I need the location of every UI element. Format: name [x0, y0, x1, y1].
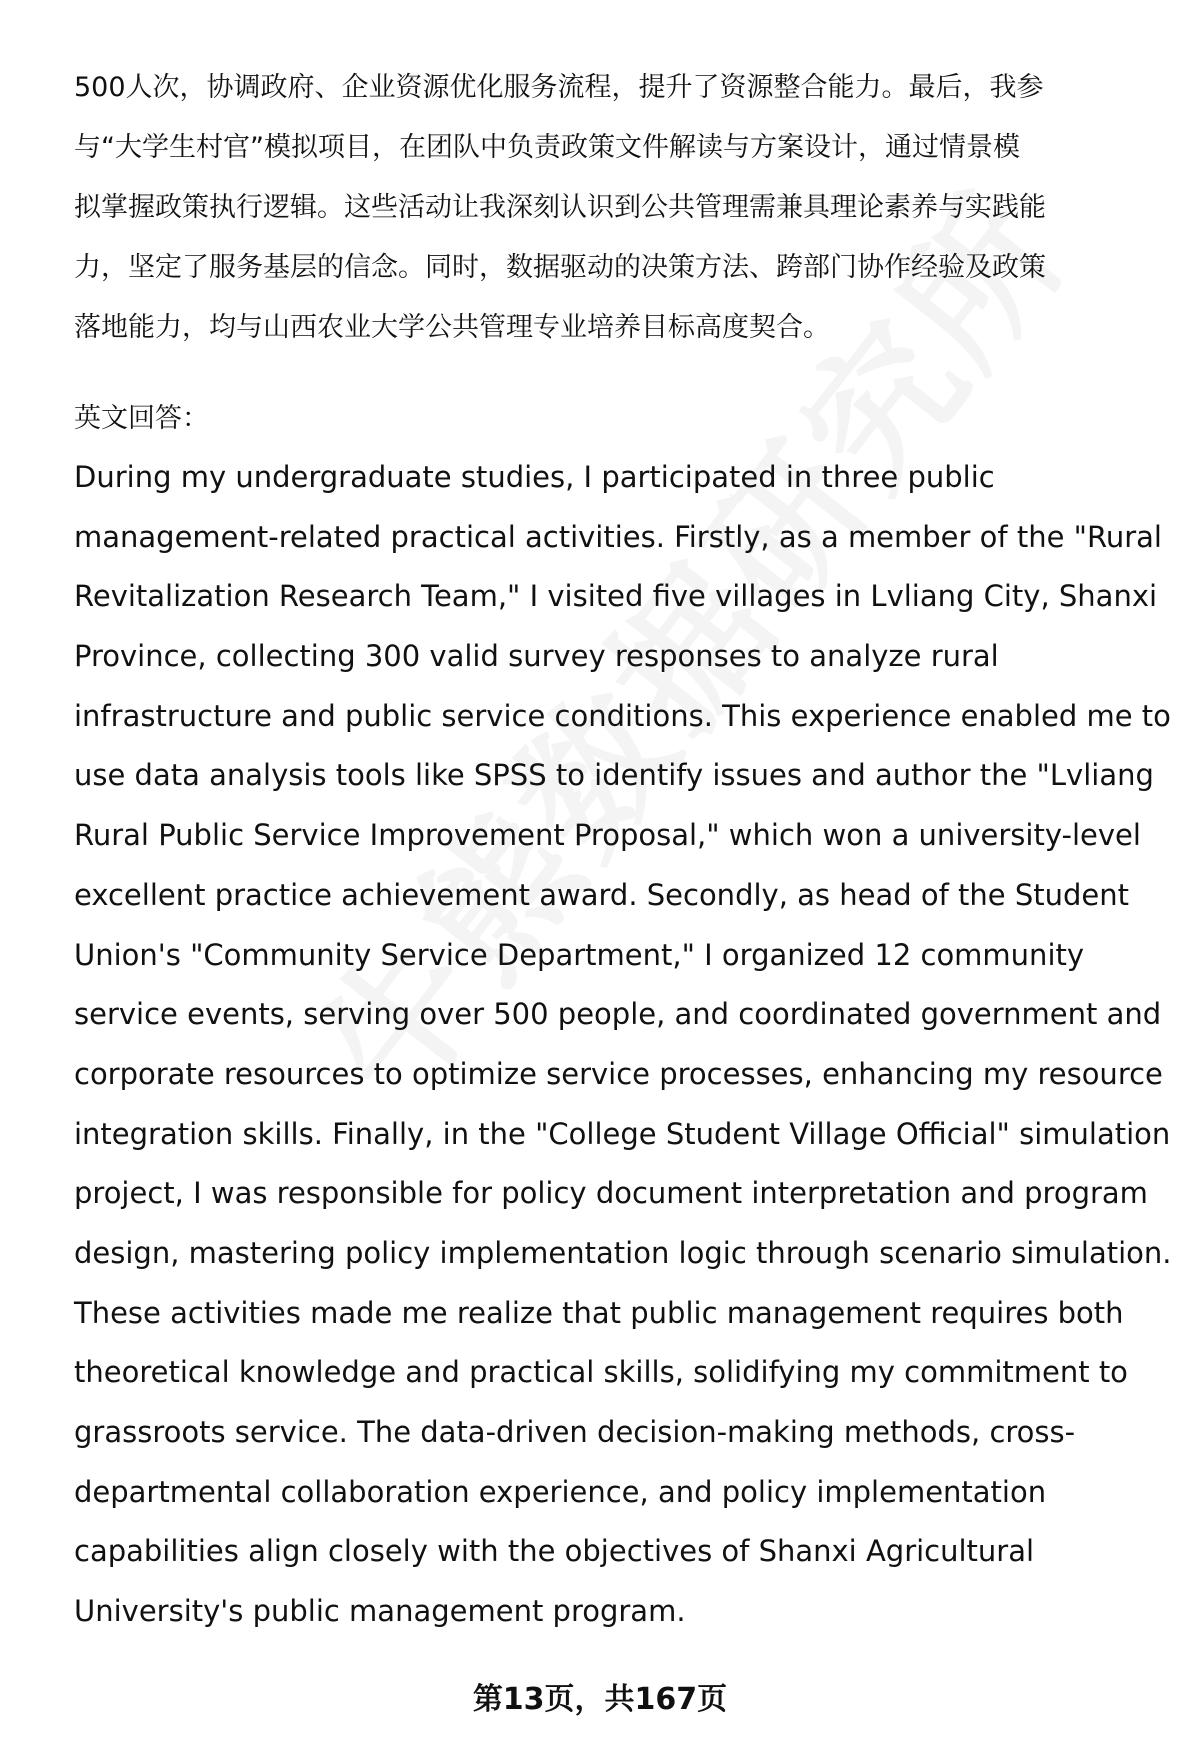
english-text-line: excellent practice achievement award. Secondly, as head of the Student [74, 877, 1129, 912]
english-text-line: theoretical knowledge and practical skills, solidifying my commitment to [74, 1355, 1128, 1390]
english-text-line: University's public management program. [74, 1594, 686, 1629]
chinese-text-line: 拟掌握政策执行逻辑。这些活动让我深刻认识到公共管理需兼具理论素养与实践能 [74, 192, 1046, 223]
english-text-line: departmental collaboration experience, and policy implementation [74, 1474, 1047, 1509]
english-text-line: management-related practical activities. Firstly, as a member of the "Rural [74, 519, 1162, 554]
chinese-answer-paragraph [74, 58, 1134, 358]
english-answer-label: 英文回答： [74, 403, 209, 434]
english-text-line: design, mastering policy implementation logic through scenario simulation. [74, 1235, 1172, 1270]
english-text-line: Revitalization Research Team," I visited five villages in Lvliang City, Shanxi [74, 579, 1158, 614]
english-text-line: service events, serving over 500 people, and coordinated government and [74, 997, 1162, 1032]
english-text-line: Province, collecting 300 valid survey responses to analyze rural [74, 639, 999, 674]
english-text-line: corporate resources to optimize service processes, enhancing my resource [74, 1056, 1163, 1091]
chinese-text-line: 与“大学生村官”模拟项目，在团队中负责政策文件解读与方案设计，通过情景模 [74, 132, 1020, 163]
english-text-line: capabilities align closely with the objectives of Shanxi Agricultural [74, 1534, 1035, 1569]
english-text-line: integration skills. Finally, in the "College Student Village Official" simulation [74, 1116, 1171, 1151]
english-text-line: use data analysis tools like SPSS to identify issues and author the "Lvliang [74, 758, 1154, 793]
page-number-footer: 第13页，共167页 [472, 1682, 728, 1717]
english-text-line: These activities made me realize that public management requires both [74, 1295, 1124, 1330]
english-answer-paragraph [74, 448, 1172, 1642]
english-text-line: Rural Public Service Improvement Proposal," which won a university-level [74, 818, 1141, 853]
chinese-text-line: 500人次，协调政府、企业资源优化服务流程，提升了资源整合能力。最后，我参 [74, 72, 1044, 103]
english-text-line: grassroots service. The data-driven decision-making methods, cross- [74, 1415, 1076, 1449]
english-text-line: During my undergraduate studies, I participated in three public [74, 460, 995, 494]
english-text-line: project, I was responsible for policy document interpretation and program [74, 1176, 1148, 1211]
english-text-line: Union's "Community Service Department," I organized 12 community [74, 937, 1085, 972]
english-text-line: infrastructure and public service conditions. This experience enabled me to [74, 698, 1171, 733]
chinese-text-line: 力，坚定了服务基层的信念。同时，数据驱动的决策方法、跨部门协作经验及政策 [74, 252, 1046, 283]
chinese-text-line: 落地能力，均与山西农业大学公共管理专业培养目标高度契合。 [74, 312, 830, 343]
